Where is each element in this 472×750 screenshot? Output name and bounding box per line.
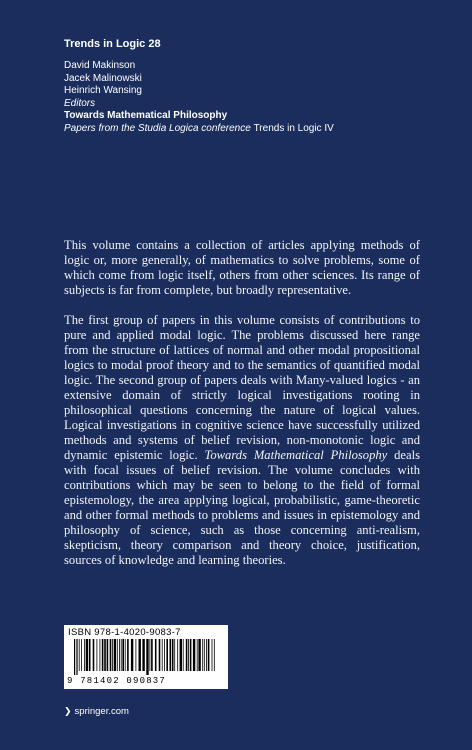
isbn-label: ISBN 978-1-4020-9083-7 bbox=[68, 627, 181, 638]
description-text: The first group of papers in this volume consists of contributions to pure and applied modal logic. The problems discussed here range from the structure of lattices of normal and other modal propositional logics to modal proof theory and to the semantics of quantified modal logic. The second group of papers deals with Many-valued logics - an extensive domain of strictly logical investigations rooting in philosophical questions concerning the nature of logical values. Logical investigations in cognitive science have successfully utilized methods and systems of belief revision, non-monotonic logic and dynamic epistemic logic. bbox=[64, 313, 420, 462]
publisher-url: springer.com bbox=[74, 706, 129, 717]
chevron-right-icon: ❯ bbox=[64, 706, 72, 716]
description-text: deals with focal issues of belief revision. The volume concludes with contributions which may be seen to belong to the field of formal epistemology, the area applying logical, probabilistic, game-theoretic and other formal methods to problems and issues in epistemology and philosophy of science, such as those concerning anti-realism, skepticism, theory comparison and theory choice, justification, sources of knowledge and learning theories. bbox=[64, 448, 421, 567]
publisher-link[interactable] bbox=[64, 706, 129, 717]
editor-name: Jacek Malinowski bbox=[64, 72, 142, 84]
book-subtitle bbox=[64, 123, 334, 136]
subtitle-emphasis: Trends in Logic IV bbox=[253, 122, 334, 134]
series-title: Trends in Logic 28 bbox=[64, 38, 161, 50]
description-paragraph bbox=[64, 313, 420, 568]
barcode-image bbox=[72, 639, 220, 675]
description bbox=[64, 238, 420, 583]
editors-block bbox=[64, 60, 334, 135]
editor-name: Heinrich Wansing bbox=[64, 85, 142, 96]
barcode-digits: 9 781402 090837 bbox=[67, 676, 167, 686]
book-title: Towards Mathematical Philosophy bbox=[64, 110, 228, 121]
editor-name: David Makinson bbox=[64, 60, 136, 71]
description-title-ref: Towards Mathematical Philosophy bbox=[204, 448, 388, 462]
subtitle-prefix: Papers from the Studia Logica conference bbox=[64, 122, 254, 134]
description-paragraph: This volume contains a collection of articles applying methods of logic or, more generally, of mathematics to solve problems, some of which come from logic itself, others from other sciences. Its range of subjects is far from complete, but broadly representative. bbox=[64, 238, 420, 297]
isbn-barcode-box bbox=[64, 625, 228, 689]
editors-role: Editors bbox=[64, 97, 96, 109]
